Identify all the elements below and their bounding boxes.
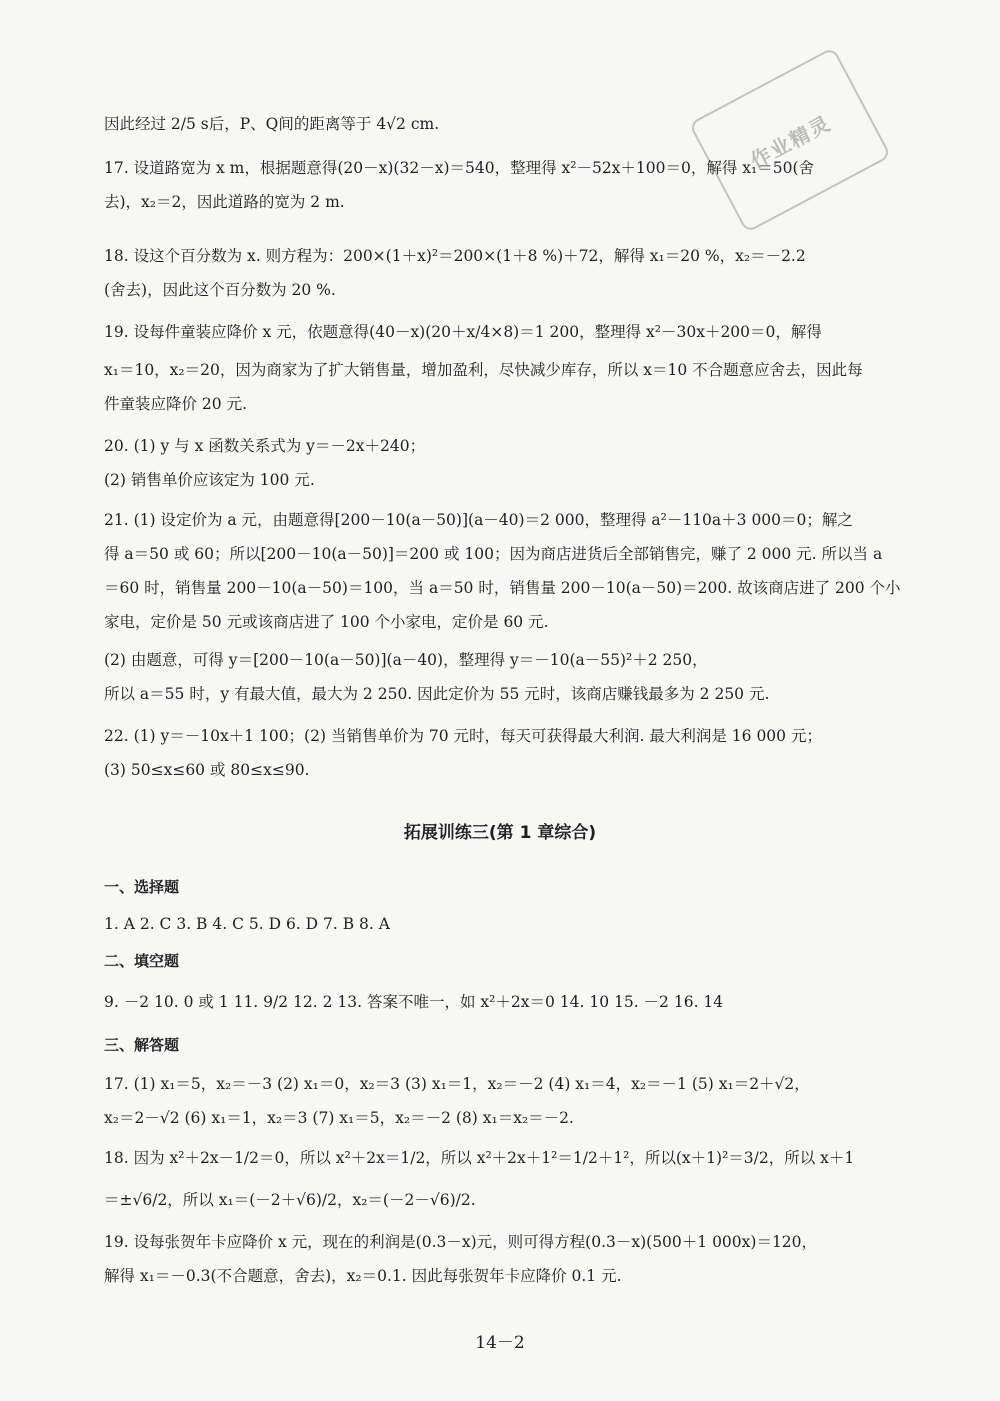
solve-line-2: x₂＝2－√2 (6) x₁＝1，x₂＝3 (7) x₁＝5，x₂＝－2 (8) x₁＝x₂＝－2. <box>104 1109 574 1127</box>
text-line-9: 20. (1) y 与 x 函数关系式为 y＝－2x＋240； <box>104 437 426 455</box>
text-line-15: (2) 由题意，可得 y＝[200－10(a－50)](a－40)，整理得 y＝－10(a－55)²＋2 250， <box>104 651 708 669</box>
solve-line-5: 19. 设每张贺年卡应降价 x 元，现在的利润是(0.3－x)元，则可得方程(0.3－x)(500＋1 000x)＝120， <box>104 1233 818 1251</box>
section-solve-title: 三、解答题 <box>104 1036 180 1054</box>
page-number: 14－2 <box>475 1333 525 1353</box>
text-line-6: 19. 设每件童装应降价 x 元，依题意得(40－x)(20＋x/4×8)＝1 200，整理得 x²－30x＋200＝0，解得 <box>104 323 822 341</box>
solve-line-3: 18. 因为 x²＋2x－1/2＝0，所以 x²＋2x＝1/2，所以 x²＋2x＋1²＝1/2＋1²，所以(x＋1)²＝3/2，所以 x＋1 <box>104 1149 855 1167</box>
text-line-16: 所以 a＝55 时，y 有最大值，最大为 2 250. 因此定价为 55 元时，该商店赚钱最多为 2 250 元. <box>104 685 770 703</box>
text-line-18: (3) 50≤x≤60 或 80≤x≤90. <box>104 761 310 779</box>
section-heading: 拓展训练三(第 1 章综合) <box>403 823 597 843</box>
fill-answers: 9. －2 10. 0 或 1 11. 9/2 12. 2 13. 答案不唯一，如 x²＋2x＝0 14. 10 15. －2 16. 14 <box>104 993 724 1011</box>
text-line-11: 21. (1) 设定价为 a 元，由题意得[200－10(a－50)](a－40)＝2 000，整理得 a²－110a＋3 000＝0；解之 <box>104 511 853 529</box>
choice-answers: 1. A 2. C 3. B 4. C 5. D 6. D 7. B 8. A <box>104 915 390 933</box>
text-line-17: 22. (1) y＝－10x＋1 100；(2) 当销售单价为 70 元时，每天可获得最大利润. 最大利润是 16 000 元； <box>104 727 822 745</box>
text-line-7: x₁＝10，x₂＝20，因为商家为了扩大销售量，增加盈利，尽快减少库存，所以 x＝10 不合题意应舍去，因此每 <box>104 361 863 379</box>
solve-line-1: 17. (1) x₁＝5，x₂＝－3 (2) x₁＝0，x₂＝3 (3) x₁＝1，x₂＝－2 (4) x₁＝4，x₂＝－1 (5) x₁＝2＋√2， <box>104 1075 810 1093</box>
text-line-13: ＝60 时，销售量 200－10(a－50)＝100，当 a＝50 时，销售量 200－10(a－50)＝200. 故该商店进了 200 个小 <box>104 579 901 597</box>
text-line-3: 去)，x₂＝2，因此道路的宽为 2 m. <box>104 193 345 211</box>
text-line-12: 得 a＝50 或 60；所以[200－10(a－50)]＝200 或 100；因为商店进货后全部销售完，赚了 2 000 元. 所以当 a <box>104 545 883 563</box>
text-line-10: (2) 销售单价应该定为 100 元. <box>104 471 315 489</box>
section-choice-title: 一、选择题 <box>104 878 180 896</box>
watermark-stamp: 作业精灵 <box>688 47 891 233</box>
text-line-8: 件童装应降价 20 元. <box>104 395 248 413</box>
text-line-5: (舍去)，因此这个百分数为 20 %. <box>104 281 336 299</box>
text-line-2: 17. 设道路宽为 x m，根据题意得(20－x)(32－x)＝540，整理得 x²－52x＋100＝0，解得 x₁＝50(舍 <box>104 159 815 177</box>
section-fill-title: 二、填空题 <box>104 952 180 970</box>
text-line-1: 因此经过 2/5 s后，P、Q间的距离等于 4√2 cm. <box>104 115 440 133</box>
solve-line-4: ＝±√6/2，所以 x₁＝(－2＋√6)/2，x₂＝(－2－√6)/2. <box>104 1191 476 1209</box>
text-line-14: 家电，定价是 50 元或该商店进了 100 个小家电，定价是 60 元. <box>104 613 549 631</box>
text-line-4: 18. 设这个百分数为 x. 则方程为：200×(1＋x)²＝200×(1＋8 %)＋72，解得 x₁＝20 %，x₂＝－2.2 <box>104 247 806 265</box>
solve-line-6: 解得 x₁＝－0.3(不合题意，舍去)，x₂＝0.1. 因此每张贺年卡应降价 0.1 元. <box>104 1267 622 1285</box>
